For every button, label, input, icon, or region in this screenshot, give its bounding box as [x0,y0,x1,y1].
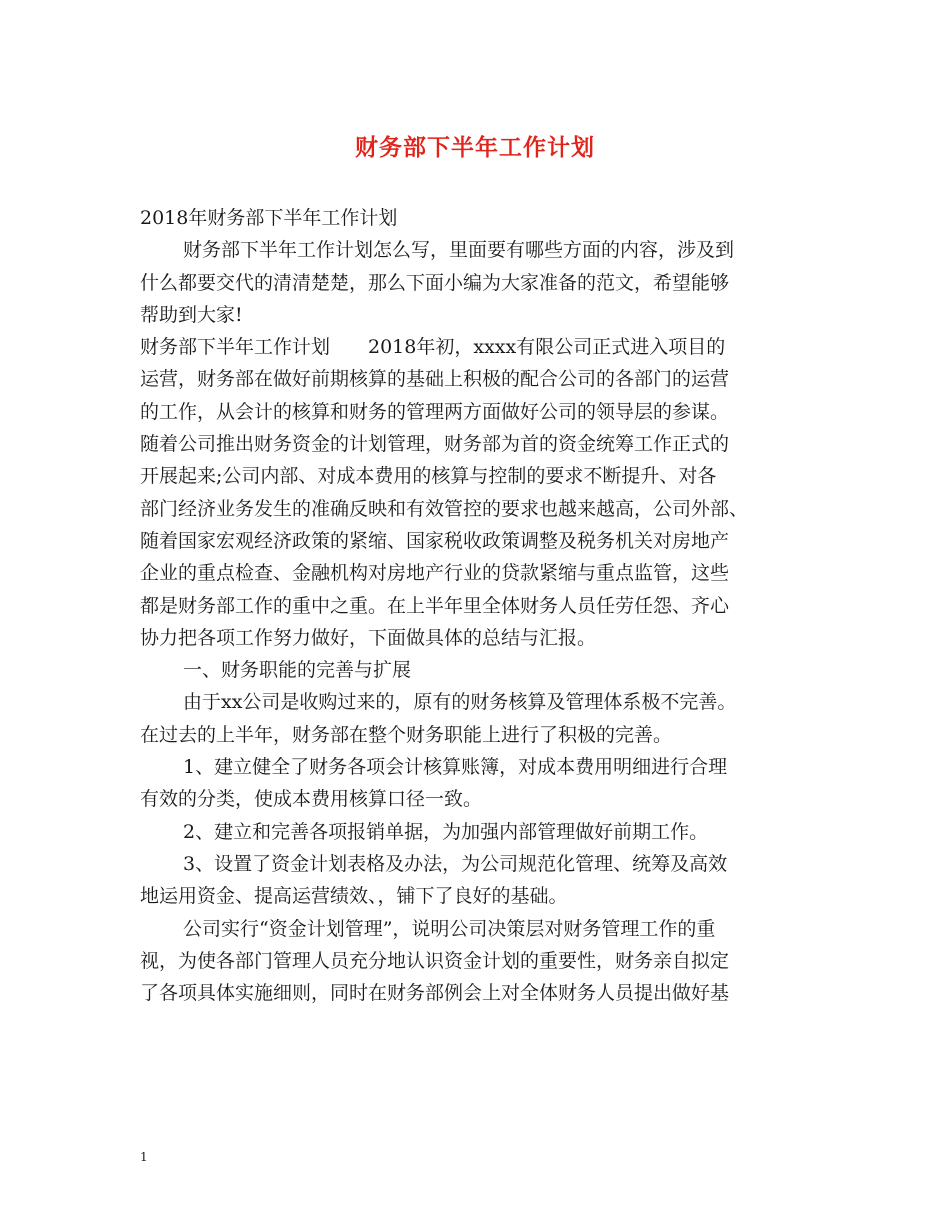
body-line: 企业的重点检查、金融机构对房地产行业的贷款紧缩与重点监管，这些 [140,562,730,585]
body-line: 财务部下半年工作计划 2018年初，xxxx有限公司正式进入项目的 [140,336,726,359]
body-line: 开展起来;公司内部、对成本费用的核算与控制的要求不断提升、对各 [140,465,717,488]
body-line: 1、建立健全了财务各项会计核算账簿，对成本费用明细进行合理 [183,756,728,779]
body-line: 都是财务部工作的重中之重。在上半年里全体财务人员任劳任怨、齐心 [140,594,730,617]
document-body [140,202,820,1009]
body-line: 在过去的上半年，财务部在整个财务职能上进行了积极的完善。 [140,723,673,746]
body-line: 2018年财务部下半年工作计划 [140,207,398,229]
page-number: 1 [140,1150,148,1164]
body-line: 3、设置了资金计划表格及办法，为公司规范化管理、统筹及高效 [183,852,728,875]
body-line: 由于xx公司是收购过来的，原有的财务核算及管理体系极不完善。 [183,691,737,714]
body-line: 帮助到大家! [140,303,243,326]
body-line: 公司实行“资金计划管理”，说明公司决策层对财务管理工作的重 [183,917,716,940]
body-line: 财务部下半年工作计划怎么写，里面要有哪些方面的内容，涉及到 [183,239,735,262]
body-line: 视，为使各部门管理人员充分地认识资金计划的重要性，财务亲自拟定 [140,949,730,972]
body-line: 随着公司推出财务资金的计划管理，财务部为首的资金统筹工作正式的 [140,433,730,456]
body-line: 什么都要交代的清清楚楚，那么下面小编为大家准备的范文，希望能够 [140,271,730,294]
body-line: 的工作，从会计的核算和财务的管理两方面做好公司的领导层的参谋。 [140,400,730,423]
document-title: 财务部下半年工作计划 [355,134,595,161]
body-line: 一、财务职能的完善与扩展 [183,659,412,682]
body-line: 部门经济业务发生的准确反映和有效管控的要求也越来越高，公司外部、 [140,497,749,520]
body-line: 了各项具体实施细则，同时在财务部例会上对全体财务人员提出做好基 [140,982,730,1005]
body-line: 2、建立和完善各项报销单据，为加强内部管理做好前期工作。 [183,820,709,843]
body-line: 随着国家宏观经济政策的紧缩、国家税收政策调整及税务机关对房地产 [140,529,730,552]
body-line: 地运用资金、提高运营绩效、，铺下了良好的基础。 [140,885,568,908]
body-line: 有效的分类，使成本费用核算口径一致。 [140,788,483,811]
body-line: 协力把各项工作努力做好，下面做具体的总结与汇报。 [140,626,597,649]
body-line: 运营，财务部在做好前期核算的基础上积极的配合公司的各部门的运营 [140,368,730,391]
